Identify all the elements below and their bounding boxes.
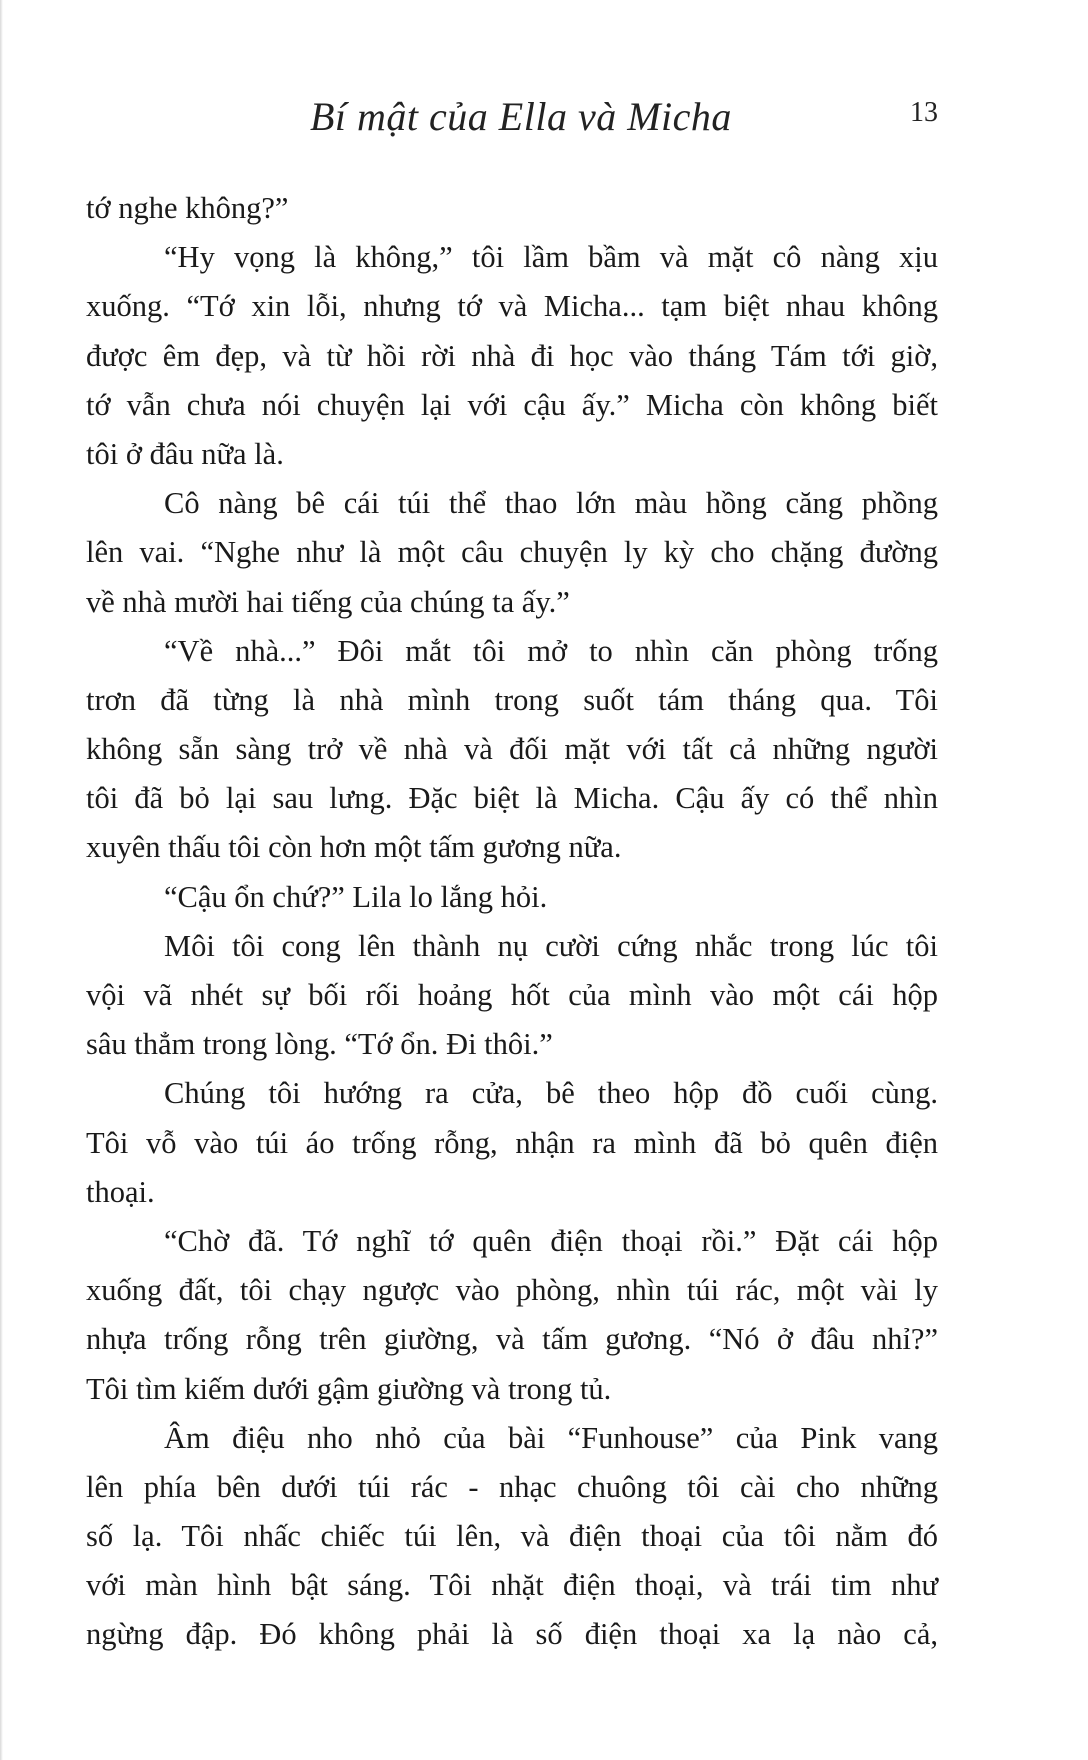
book-title: Bí mật của Ella và Micha xyxy=(310,94,732,139)
text-line: tôi ở đâu nữa là. xyxy=(86,436,284,471)
page-number: 13 xyxy=(910,97,938,128)
text-line: với màn hình bật sáng. Tôi nhặt điện thoại, và trái tim như xyxy=(86,1568,938,1603)
text-line: xuống đất, tôi chạy ngược vào phòng, nhìn túi rác, một vài ly xyxy=(86,1273,938,1308)
text-line: về nhà mười hai tiếng của chúng ta ấy.” xyxy=(86,584,570,619)
text-line: Môi tôi cong lên thành nụ cười cứng nhắc trong lúc tôi xyxy=(164,928,938,963)
text-line: không sẵn sàng trở về nhà và đối mặt với tất cả những người xyxy=(86,732,938,767)
page-edge xyxy=(0,0,3,1760)
text-line: “Về nhà...” Đôi mắt tôi mở to nhìn căn phòng trống xyxy=(164,633,938,668)
text-line: “Hy vọng là không,” tôi lầm bầm và mặt cô nàng xịu xyxy=(164,240,938,275)
text-line: Chúng tôi hướng ra cửa, bê theo hộp đồ cuối cùng. xyxy=(164,1076,938,1111)
text-line: thoại. xyxy=(86,1174,155,1209)
text-line: tớ vẫn chưa nói chuyện lại với cậu ấy.” Micha còn không biết xyxy=(86,387,938,422)
text-line: sâu thẳm trong lòng. “Tớ ổn. Đi thôi.” xyxy=(86,1027,553,1062)
text-line: xuyên thấu tôi còn hơn một tấm gương nữa. xyxy=(86,830,622,865)
text-line: Cô nàng bê cái túi thể thao lớn màu hồng căng phồng xyxy=(164,486,938,521)
text-line: “Chờ đã. Tớ nghĩ tớ quên điện thoại rồi.” Đặt cái hộp xyxy=(164,1223,938,1258)
text-line: lên vai. “Nghe như là một câu chuyện ly kỳ cho chặng đường xyxy=(86,535,938,570)
text-line: Tôi vỗ vào túi áo trống rỗng, nhận ra mình đã bỏ quên điện xyxy=(86,1125,938,1160)
text-line: nhựa trống rỗng trên giường, và tấm gương. “Nó ở đâu nhỉ?” xyxy=(86,1322,938,1357)
text-line: vội vã nhét sự bối rối hoảng hốt của mình vào một cái hộp xyxy=(86,978,938,1012)
text-line: số lạ. Tôi nhấc chiếc túi lên, và điện thoại của tôi nằm đó xyxy=(86,1519,938,1554)
text-line: xuống. “Tớ xin lỗi, nhưng tớ và Micha... tạm biệt nhau không xyxy=(86,289,938,324)
text-line: “Cậu ổn chứ?” Lila lo lắng hỏi. xyxy=(164,879,548,914)
text-line: lên phía bên dưới túi rác - nhạc chuông tôi cài cho những xyxy=(86,1469,938,1504)
running-header xyxy=(0,85,1088,155)
text-line: trơn đã từng là nhà mình trong suốt tám tháng qua. Tôi xyxy=(86,682,938,717)
text-line: ngừng đập. Đó không phải là số điện thoại xa lạ nào cả, xyxy=(86,1617,938,1652)
text-line: tớ nghe không?” xyxy=(86,191,289,225)
text-line: được êm đẹp, và từ hồi rời nhà đi học vào tháng Tám tới giờ, xyxy=(86,338,938,373)
text-line: tôi đã bỏ lại sau lưng. Đặc biệt là Micha. Cậu ấy có thể nhìn xyxy=(86,781,938,816)
body-text xyxy=(86,184,938,1660)
text-line: Tôi tìm kiếm dưới gậm giường và trong tủ. xyxy=(86,1371,612,1406)
text-line: Âm điệu nho nhỏ của bài “Funhouse” của Pink vang xyxy=(164,1420,938,1455)
